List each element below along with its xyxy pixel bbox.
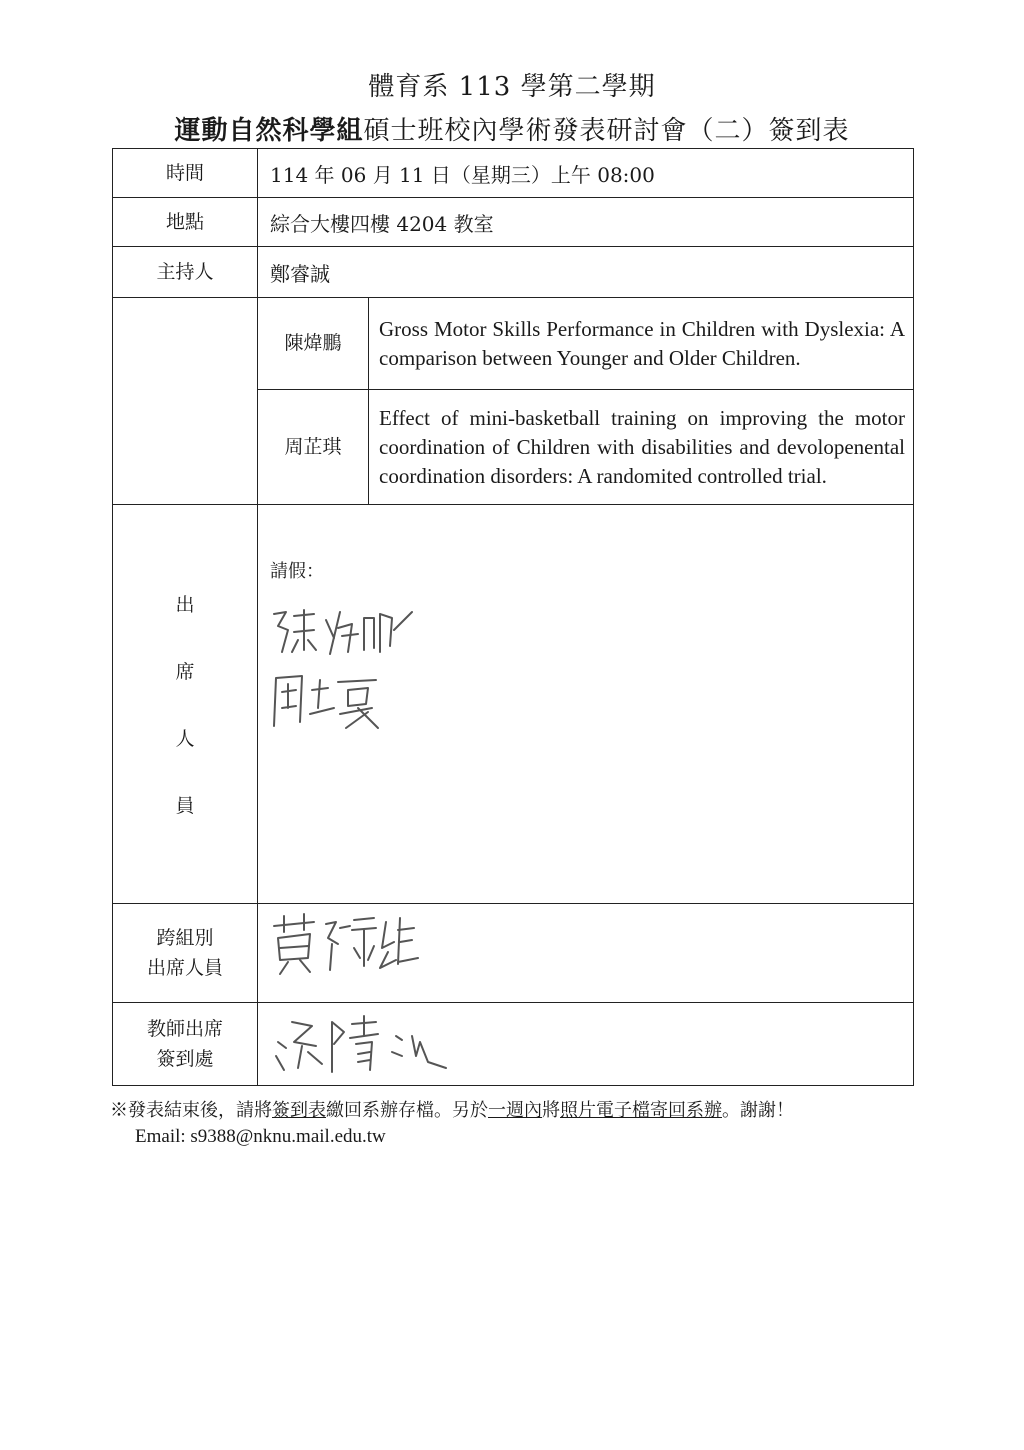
attendees-char-1: 出	[175, 594, 195, 616]
cross-group-label	[112, 903, 258, 1003]
footer-note-part2: 繳回系辦存檔。另於	[326, 1100, 488, 1121]
footer-email: Email: s9388@nknu.mail.edu.tw	[135, 1126, 386, 1147]
teacher-label-line1: 教師出席	[146, 1017, 223, 1040]
subtitle-group: 運動自然科學組	[174, 116, 364, 146]
attendees-char-3: 人	[175, 728, 195, 750]
teacher-label-line2: 簽到處	[156, 1048, 214, 1070]
signature-cross-group	[270, 908, 420, 978]
host-label: 主持人	[112, 246, 258, 298]
page-title: 體育系 113 學第二學期	[368, 72, 656, 102]
cross-group-label-line2: 出席人員	[146, 957, 223, 979]
attendees-label	[112, 504, 258, 904]
presentation-title-2-text: Effect of mini-basketball training on improving the motor coordination of Children with disabilities and devolopenental coordination disorders: A randomited controlled trial.	[379, 405, 905, 488]
attendees-char-2: 席	[175, 661, 195, 683]
presenter-1: 陳煒鵬	[257, 297, 369, 390]
place-value: 綜合大樓四樓 4204 教室	[257, 197, 914, 247]
presentation-title-1-text: Gross Motor Skills Performance in Children with Dyslexia: A comparison between Younger and Older Children.	[379, 316, 905, 370]
signature-leave-1	[268, 600, 418, 660]
presentation-title-1	[368, 297, 914, 390]
teacher-label	[112, 1002, 258, 1086]
presentation-title-2	[368, 389, 914, 505]
time-value: 114 年 06 月 11 日（星期三）上午 08:00	[257, 148, 914, 198]
signature-teacher	[272, 1012, 452, 1076]
footer-note	[110, 1096, 794, 1122]
subtitle-rest: 碩士班校內學術發表研討會（二）簽到表	[363, 116, 850, 146]
place-label: 地點	[112, 197, 258, 247]
footer-note-underline2: 一週內	[488, 1100, 542, 1121]
attendees-char-4: 員	[175, 795, 195, 817]
footer-note-underline3: 照片電子檔寄回系辦	[560, 1100, 722, 1121]
footer-note-part4: 。謝謝！	[722, 1100, 794, 1121]
time-label: 時間	[112, 148, 258, 198]
cross-group-label-line1: 跨組別	[156, 926, 214, 949]
footer-note-underline1: 簽到表	[272, 1100, 326, 1121]
presentation-label-cell	[112, 297, 258, 505]
presenter-2: 周芷琪	[257, 389, 369, 505]
leave-label: 請假：	[270, 561, 324, 582]
footer-note-part3: 將	[542, 1100, 560, 1121]
host-value: 鄭睿誠	[257, 246, 914, 298]
signature-leave-2	[268, 668, 388, 732]
page-subtitle	[112, 110, 912, 147]
footer-note-part1: ※發表結束後，請將	[110, 1100, 272, 1121]
